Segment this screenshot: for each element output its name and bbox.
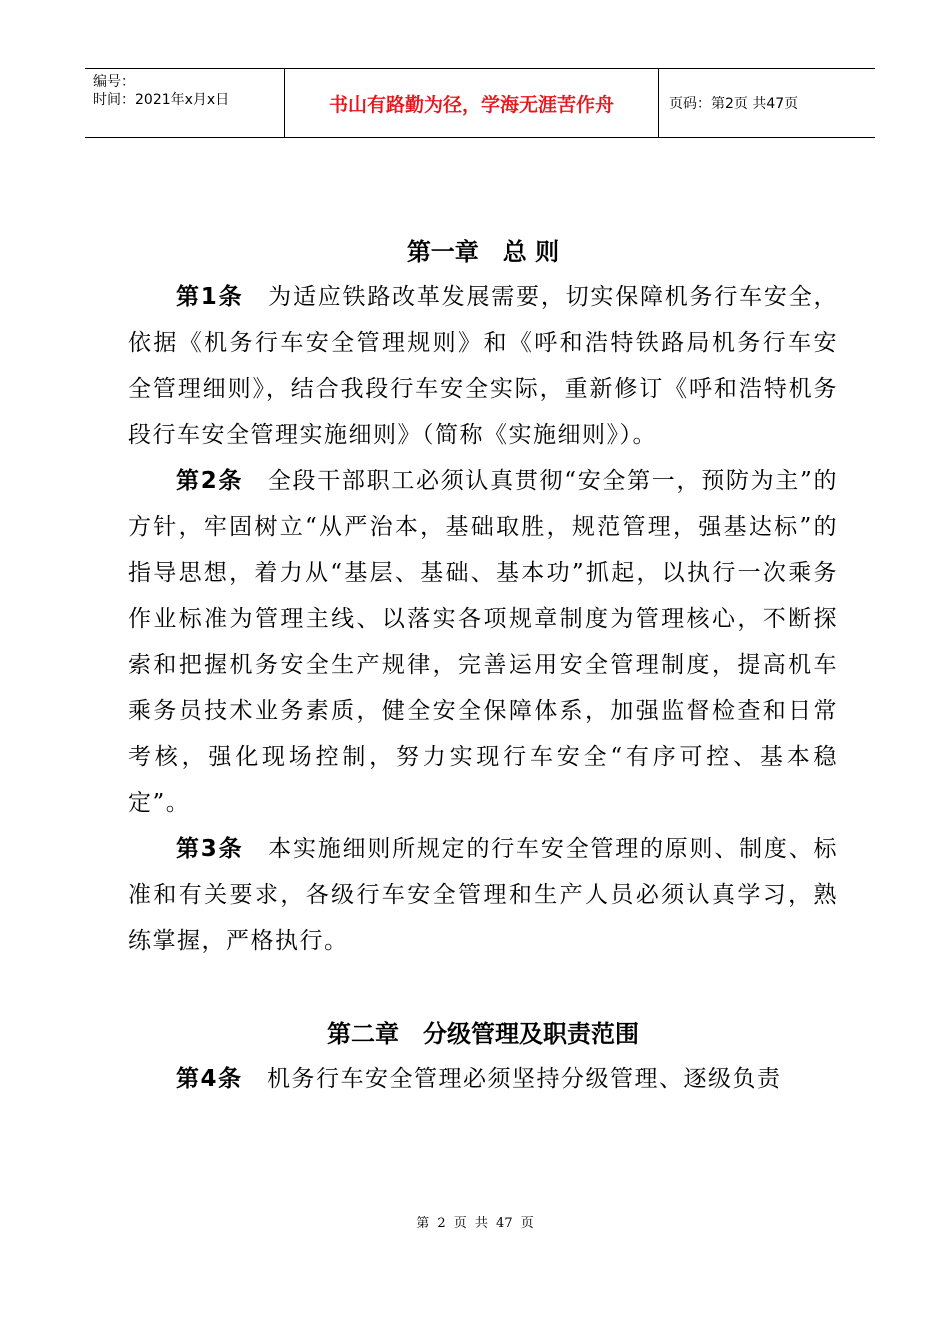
article-label: 第3条 [176,836,244,862]
time-label: 时间：2021年x月x日 [93,92,230,108]
article-3 [128,826,838,964]
section-gap [128,964,838,1012]
header-motto: 书山有路勤为径，学海无涯苦作舟 [285,69,659,137]
article-text: 本实施细则所规定的行车安全管理的原则、制度、标准和有关要求，各级行车安全管理和生产人员必须认真学习，熟练掌握，严格执行。 [128,836,838,954]
article-label: 第4条 [176,1066,243,1092]
number-label: 编号： [93,74,135,90]
document-body [128,230,838,1102]
article-text: 为适应铁路改革发展需要，切实保障机务行车安全，依据《机务行车安全管理规则》和《呼和浩特铁路局机务行车安全管理细则》，结合我段行车安全实际，重新修订《呼和浩特机务段行车安全管理实施细则》（简称《实施细则》）。 [128,284,838,448]
document-header [85,68,875,138]
article-1 [128,274,838,458]
article-label: 第1条 [176,284,244,310]
article-4 [128,1056,838,1102]
article-text: 全段干部职工必须认真贯彻“安全第一，预防为主”的方针，牢固树立“从严治本，基础取胜，规范管理，强基达标”的指导思想，着力从“基层、基础、基本功”抓起，以执行一次乘务作业标准为管理主线、以落实各项规章制度为管理核心，不断探索和把握机务安全生产规律，完善运用安全管理制度，提高机车乘务员技术业务素质，健全安全保障体系，加强监督检查和日常考核，强化现场控制，努力实现行车安全“有序可控、基本稳定”。 [128,468,838,816]
header-page-label: 页码：第2页 共47页 [669,96,799,112]
chapter-title-1: 第一章 总 则 [406,238,560,266]
chapter-title-2: 第二章 分级管理及职责范围 [327,1020,639,1048]
article-label: 第2条 [176,468,244,494]
article-2 [128,458,838,826]
article-text: 机务行车安全管理必须坚持分级管理、逐级负责 [242,1066,782,1092]
header-meta [85,69,285,137]
page-footer: 第 2 页 共 47 页 [416,1216,534,1231]
